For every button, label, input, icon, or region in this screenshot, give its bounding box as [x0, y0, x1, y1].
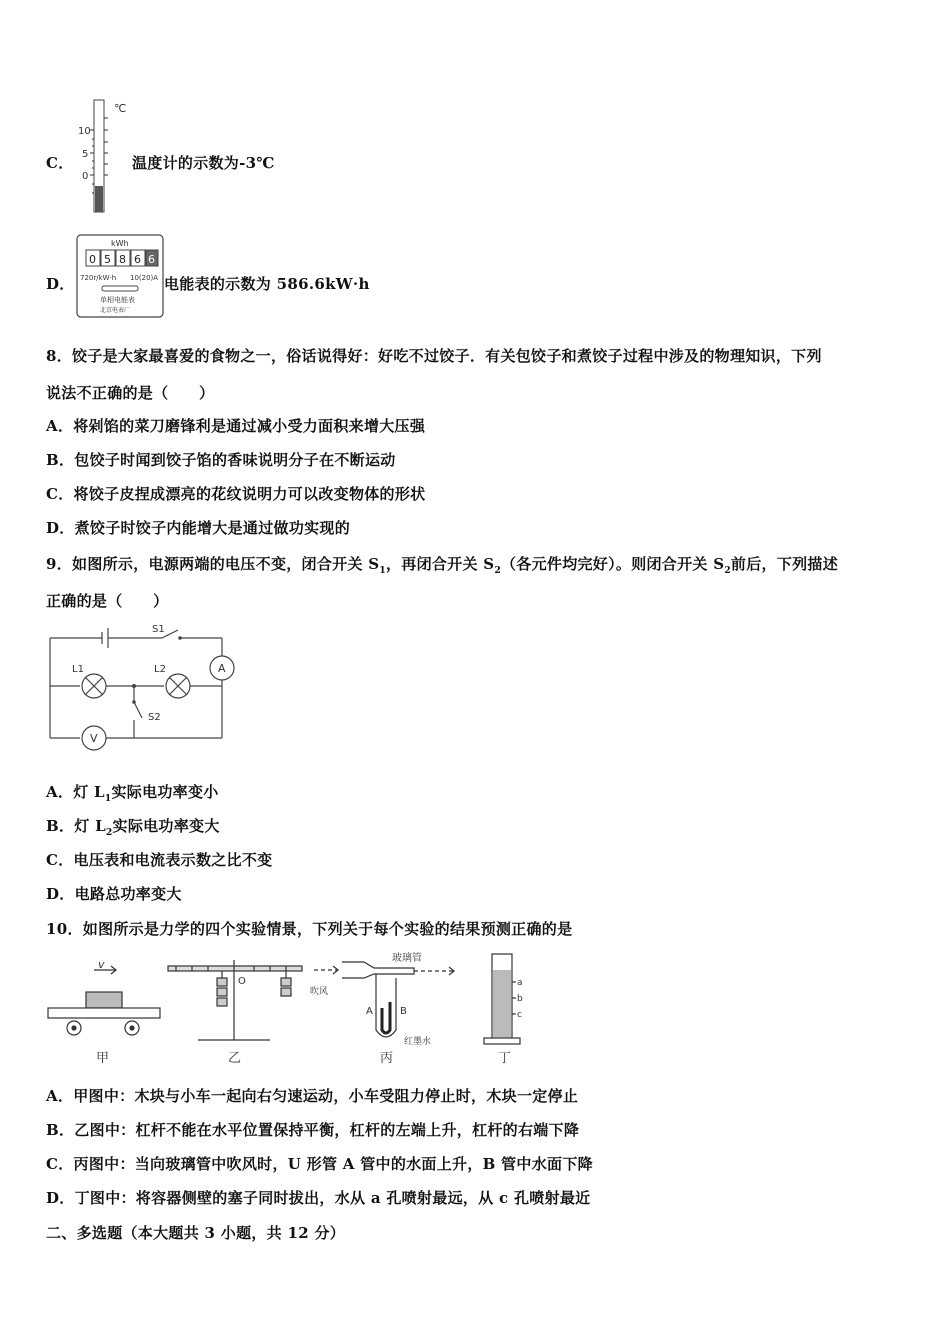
option-c-label: C． — [46, 154, 74, 172]
thermo-tick-0: 0 — [82, 171, 89, 182]
meter-digit: 5 — [104, 253, 111, 266]
section-heading: 二、多选题（本大题共 3 小题，共 12 分） — [46, 1224, 346, 1242]
q8-stem-line1: 8．饺子是大家最喜爱的食物之一，俗话说得好：好吃不过饺子．有关包饺子和煮饺子过程中涉及的物理知识，下列 — [46, 347, 822, 365]
lever-o-label: O — [238, 976, 246, 987]
q10-option-c: C．丙图中：当向玻璃管中吹风时，U 形管 A 管中的水面上升，B 管中水面下降 — [46, 1155, 593, 1173]
hole-b: b — [517, 994, 523, 1004]
q8-option-b: B．包饺子时闻到饺子馅的香味说明分子在不断运动 — [46, 451, 396, 469]
four-experiments-figure — [44, 948, 544, 1072]
q9-option-d: D．电路总功率变大 — [46, 885, 182, 903]
velocity-label: v — [98, 958, 105, 971]
thermometer-figure — [76, 98, 136, 216]
q9-stem-part: 9．如图所示，电源两端的电压不变，闭合开关 S — [46, 555, 380, 573]
energy-meter-figure — [76, 234, 166, 320]
blow-label: 吹风 — [310, 987, 329, 997]
q9-subscript: 1 — [104, 794, 112, 804]
meter-unit: kWh — [111, 239, 129, 248]
meter-digit-decimal: 6 — [148, 253, 155, 266]
q10-option-d: D．丁图中：将容器侧壁的塞子同时拔出，水从 a 孔喷射最远，从 c 孔喷射最近 — [46, 1189, 591, 1207]
label-s1: S1 — [152, 624, 165, 635]
tube-a-label: A — [366, 1006, 373, 1017]
thermo-tick-10: 10 — [78, 126, 91, 137]
q9-option-c: C．电压表和电流表示数之比不变 — [46, 851, 273, 869]
q9-option-b — [46, 815, 220, 838]
label-l1: L1 — [72, 664, 84, 675]
q9-subscript: 1 — [379, 566, 386, 576]
q10-option-b: B．乙图中：杠杆不能在水平位置保持平衡，杠杆的左端上升，杠杆的右端下降 — [46, 1121, 580, 1139]
fig-ding-label: 丁 — [498, 1051, 512, 1066]
q9-stem-part: ，再闭合开关 S — [385, 555, 495, 573]
voltmeter-icon: V — [90, 732, 98, 745]
meter-spec-right: 10(20)A — [130, 274, 159, 282]
q8-stem-line2: 说法不正确的是（ ） — [46, 384, 215, 402]
tube-b-label: B — [400, 1006, 407, 1017]
q9-stem-part: 前后，下列描述 — [730, 555, 839, 573]
meter-digit: 8 — [119, 253, 126, 266]
q9-option-part: A．灯 L — [46, 783, 105, 801]
thermo-unit: ℃ — [114, 102, 127, 115]
q9-stem-part: （各元件均完好）。则闭合开关 S — [501, 555, 725, 573]
option-c-text: 温度计的示数为-3℃ — [132, 154, 275, 172]
label-l2: L2 — [154, 664, 166, 675]
q9-option-part: 实际电功率变大 — [112, 817, 220, 835]
q9-subscript: 2 — [494, 566, 501, 576]
hole-c: c — [517, 1010, 522, 1020]
q8-option-a: A．将剁馅的菜刀磨锋利是通过减小受力面积来增大压强 — [46, 417, 426, 435]
meter-digit: 0 — [89, 253, 96, 266]
q9-stem-line2: 正确的是（ ） — [46, 592, 169, 610]
q9-subscript: 2 — [105, 828, 113, 838]
q9-option-part: B．灯 L — [46, 817, 106, 835]
hole-a: a — [517, 978, 523, 988]
q9-option-a — [46, 781, 219, 804]
q9-stem-line1 — [46, 553, 838, 576]
meter-digit: 6 — [134, 253, 141, 266]
meter-name: 单相电能表 — [100, 296, 135, 304]
option-d-text: 电能表的示数为 586.6kW·h — [164, 275, 370, 293]
option-d-label: D． — [46, 275, 75, 293]
label-s2: S2 — [148, 712, 161, 723]
q10-option-a: A．甲图中：木块与小车一起向右匀速运动，小车受阻力停止时，木块一定停止 — [46, 1087, 579, 1105]
q8-option-c: C．将饺子皮捏成漂亮的花纹说明力可以改变物体的形状 — [46, 485, 426, 503]
tube-label: 玻璃管 — [392, 953, 422, 964]
fig-bing-label: 丙 — [380, 1051, 394, 1066]
q9-subscript: 2 — [724, 566, 731, 576]
q8-option-d: D．煮饺子时饺子内能增大是通过做功实现的 — [46, 519, 351, 537]
red-ink-label: 红墨水 — [404, 1037, 432, 1047]
q10-stem: 10．如图所示是力学的四个实验情景，下列关于每个实验的结果预测正确的是 — [46, 920, 573, 938]
ammeter-icon: A — [218, 662, 226, 675]
circuit-diagram — [44, 620, 244, 758]
fig-jia-label: 甲 — [96, 1051, 110, 1066]
meter-spec-left: 720r/kW·h — [80, 274, 117, 282]
fig-yi-label: 乙 — [228, 1051, 242, 1066]
q9-option-part: 实际电功率变小 — [111, 783, 219, 801]
meter-maker: 北京电表厂 — [100, 307, 131, 314]
thermo-tick-5: 5 — [82, 149, 89, 160]
